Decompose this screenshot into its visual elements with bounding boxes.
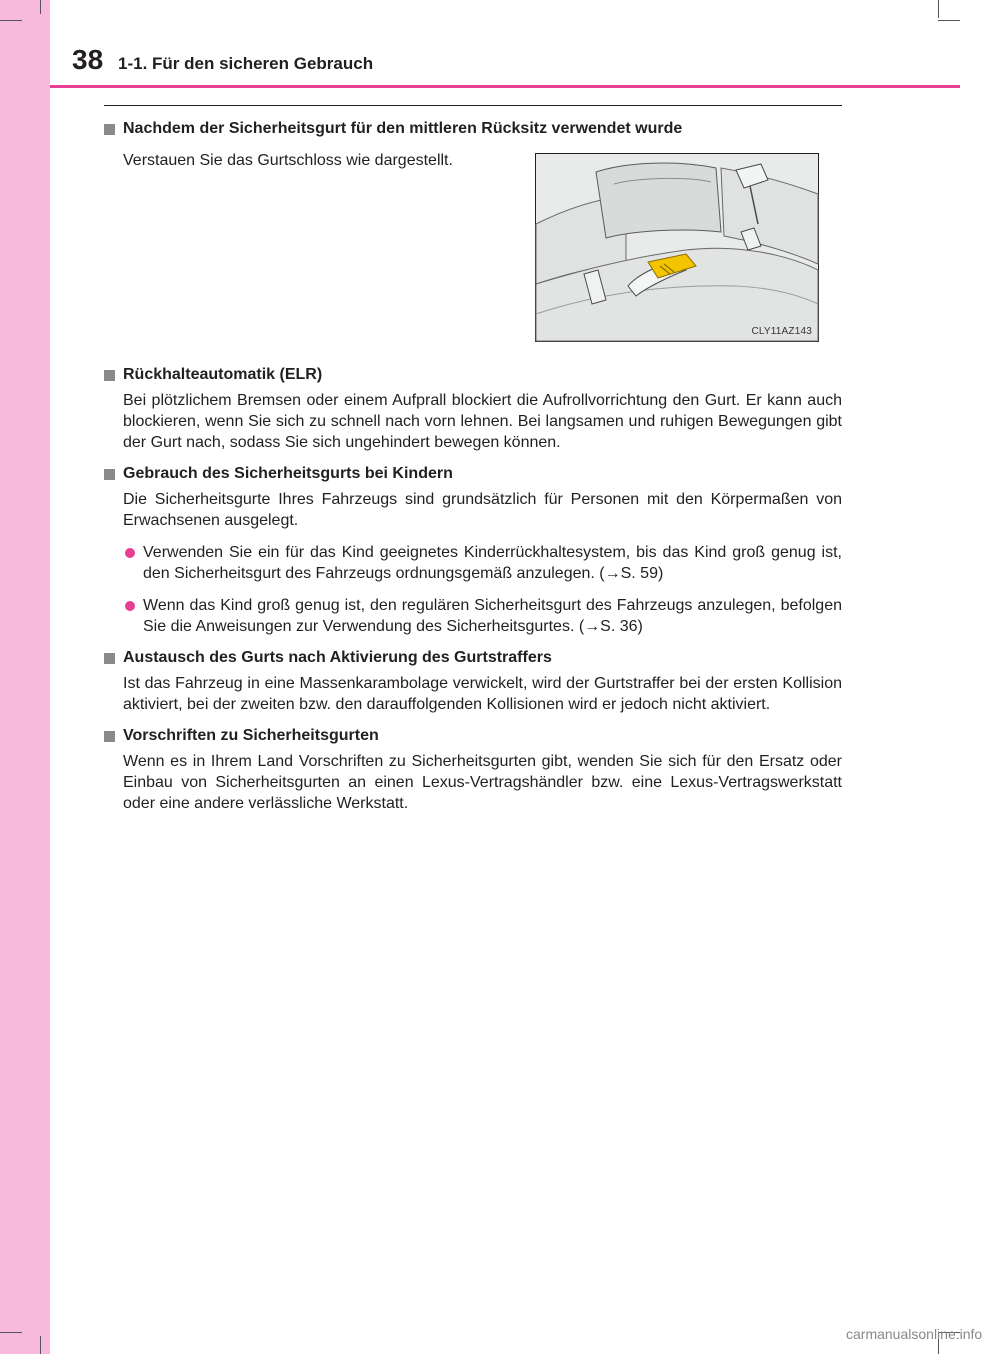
section-heading: Nachdem der Sicherheitsgurt für den mittleren Rücksitz verwendet wurde: [104, 118, 842, 140]
rear-seat-drawing: [536, 154, 818, 341]
seat-belt-buckle-illustration: [535, 153, 819, 342]
square-bullet-icon: [104, 124, 115, 135]
section-children: [104, 463, 842, 637]
section-paragraph: Wenn es in Ihrem Land Vorschriften zu Sicherheitsgurten gibt, wenden Sie sich für den Ersatz oder Einbau von Sicherheitsgurten an einen Lexus-Vertragshändler bzw. eine Lexus-Vertragswerkstatt oder eine andere verlässliche Werkstatt.: [123, 753, 842, 812]
section-heading: Gebrauch des Sicherheitsgurts bei Kindern: [104, 463, 842, 485]
page-header: [0, 0, 960, 88]
square-bullet-icon: [104, 653, 115, 664]
left-margin-bar: [0, 0, 50, 1354]
section-heading: Austausch des Gurts nach Aktivierung des Gurtstraffers: [104, 647, 842, 669]
circle-bullet-icon: [125, 548, 135, 558]
section-top-rule: [104, 105, 842, 106]
section-regulations: [104, 725, 842, 814]
square-bullet-icon: [104, 731, 115, 742]
section-paragraph: Ist das Fahrzeug in eine Massenkarambolage verwickelt, wird der Gurtstraffer bei der ersten Kollision aktiviert, bei der zweiten bzw. den darauffolgenden Kollisionen wird er jedoch nicht aktiviert.: [123, 675, 842, 713]
section-elr: [104, 364, 842, 453]
square-bullet-icon: [104, 370, 115, 381]
section-paragraph: Die Sicherheitsgurte Ihres Fahrzeugs sind grundsätzlich für Personen mit den Körpermaßen von Erwachsenen ausgelegt.: [123, 491, 842, 529]
section-heading: Vorschriften zu Sicherheitsgurten: [104, 725, 842, 747]
list-item: Verwenden Sie ein für das Kind geeignetes Kinderrückhaltesystem, bis das Kind groß genug ist, den Sicherheitsgurt des Fahrzeugs ordnungsgemäß anzulegen. (→S. 59): [123, 542, 842, 584]
crop-mark: [0, 1332, 22, 1333]
watermark-text: carmanualsonline.info: [846, 1326, 982, 1342]
figure-code: CLY11AZ143: [751, 326, 812, 337]
list-item: Wenn das Kind groß genug ist, den regulären Sicherheitsgurt des Fahrzeugs anzulegen, befolgen Sie die Anweisungen zur Verwendung des Sicherheitsgurtes. (→S. 36): [123, 595, 842, 637]
section-paragraph: Bei plötzlichem Bremsen oder einem Aufprall blockiert die Aufrollvorrichtung den Gurt. Er kann auch blockieren, wenn Sie sich zu schnell nach vorn lehnen. Bei langsamen und ruhigen Bewegungen gibt der Gurt nach, sodass Sie sich ungehindert bewegen können.: [123, 392, 842, 451]
page-number: 38: [72, 44, 104, 75]
section-heading: Rückhalteautomatik (ELR): [104, 364, 842, 386]
square-bullet-icon: [104, 469, 115, 480]
crop-mark: [40, 1336, 41, 1354]
section-paragraph: Verstauen Sie das Gurtschloss wie dargestellt.: [123, 152, 453, 169]
chapter-title: 1-1. Für den sicheren Gebrauch: [118, 54, 374, 73]
circle-bullet-icon: [125, 601, 135, 611]
section-pretensioner: [104, 647, 842, 715]
header-rule: [50, 85, 960, 88]
